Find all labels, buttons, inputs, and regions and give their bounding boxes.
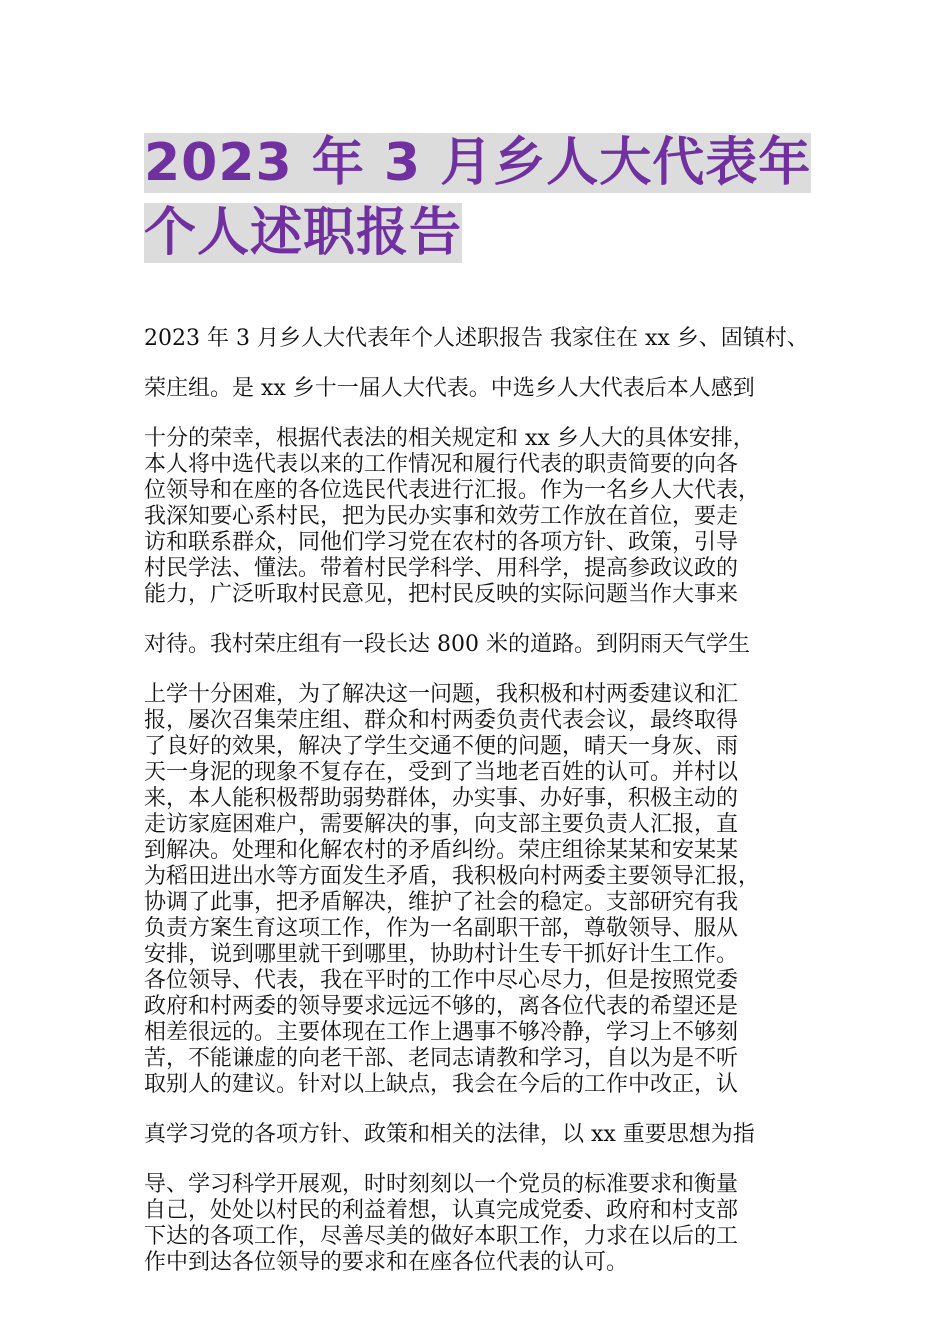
body-line: 相差很远的。主要体现在工作上遇事不够冷静，学习上不够刻 <box>144 1020 739 1045</box>
body-line: 位领导和在座的各位选民代表进行汇报。作为一名乡人大代表， <box>144 478 761 503</box>
document-body <box>144 326 812 1276</box>
body-line: 我深知要心系村民，把为民办实事和效劳工作放在首位，要走 <box>144 504 739 529</box>
body-line: 下达的各项工作，尽善尽美的做好本职工作，力求在以后的工 <box>144 1224 739 1249</box>
body-line: 十分的荣幸，根据代表法的相关规定和 xx 乡人大的具体安排， <box>144 426 755 451</box>
body-line: 到解决。处理和化解农村的矛盾纠纷。荣庄组徐某某和安某某 <box>144 838 739 863</box>
body-line: 为稻田进出水等方面发生矛盾，我积极向村两委主要领导汇报， <box>144 864 761 889</box>
title-line-1-text: 2023 年 3 月乡人大代表年 <box>144 133 812 193</box>
body-line: 荣庄组。是 xx 乡十一届人大代表。中选乡人大代表后本人感到 <box>144 376 755 401</box>
body-line: 导、学习科学开展观，时时刻刻以一个党员的标准要求和衡量 <box>144 1172 739 1197</box>
body-line: 真学习党的各项方针、政策和相关的法律，以 xx 重要思想为指 <box>144 1122 755 1147</box>
body-line: 对待。我村荣庄组有一段长达 800 米的道路。到阴雨天气学生 <box>144 632 750 657</box>
title-line-2 <box>144 198 462 268</box>
body-line: 走访家庭困难户，需要解决的事，向支部主要负责人汇报，直 <box>144 812 739 837</box>
body-line: 负责方案生育这项工作，作为一名副职干部，尊敬领导、服从 <box>144 916 739 941</box>
body-line: 作中到达各位领导的要求和在座各位代表的认可。 <box>144 1250 629 1275</box>
body-line: 2023 年 3 月乡人大代表年个人述职报告 我家住在 xx 乡、固镇村、 <box>144 326 809 351</box>
title-line-1 <box>144 128 811 198</box>
body-line: 安排，说到哪里就干到哪里，协助村计生专干抓好计生工作。 <box>144 942 739 967</box>
body-line: 取别人的建议。针对以上缺点，我会在今后的工作中改正，认 <box>144 1072 739 1097</box>
body-line: 来，本人能积极帮助弱势群体，办实事、办好事，积极主动的 <box>144 786 739 811</box>
body-line: 能力，广泛听取村民意见，把村民反映的实际问题当作大事来 <box>144 582 739 607</box>
body-line: 协调了此事，把矛盾解决，维护了社会的稳定。支部研究有我 <box>144 890 739 915</box>
body-line: 苦，不能谦虚的向老干部、老同志请教和学习，自以为是不听 <box>144 1046 739 1071</box>
body-line: 上学十分困难，为了解决这一问题，我积极和村两委建议和汇 <box>144 682 739 707</box>
body-line: 天一身泥的现象不复存在，受到了当地老百姓的认可。并村以 <box>144 760 739 785</box>
body-line: 自己，处处以村民的利益着想，认真完成党委、政府和村支部 <box>144 1198 739 1223</box>
body-line: 各位领导、代表，我在平时的工作中尽心尽力，但是按照党委 <box>144 968 739 993</box>
body-line: 政府和村两委的领导要求远远不够的，离各位代表的希望还是 <box>144 994 739 1019</box>
body-line: 村民学法、懂法。带着村民学科学、用科学，提高参政议政的 <box>144 556 739 581</box>
body-line: 了良好的效果，解决了学生交通不便的问题，晴天一身灰、雨 <box>144 734 739 759</box>
document-title <box>144 128 824 268</box>
title-line-2-text: 个人述职报告 <box>144 203 463 263</box>
body-line: 本人将中选代表以来的工作情况和履行代表的职责简要的向各 <box>144 452 739 477</box>
body-line: 报，屡次召集荣庄组、群众和村两委负责代表会议，最终取得 <box>144 708 739 733</box>
body-line: 访和联系群众，同他们学习党在农村的各项方针、政策，引导 <box>144 530 739 555</box>
